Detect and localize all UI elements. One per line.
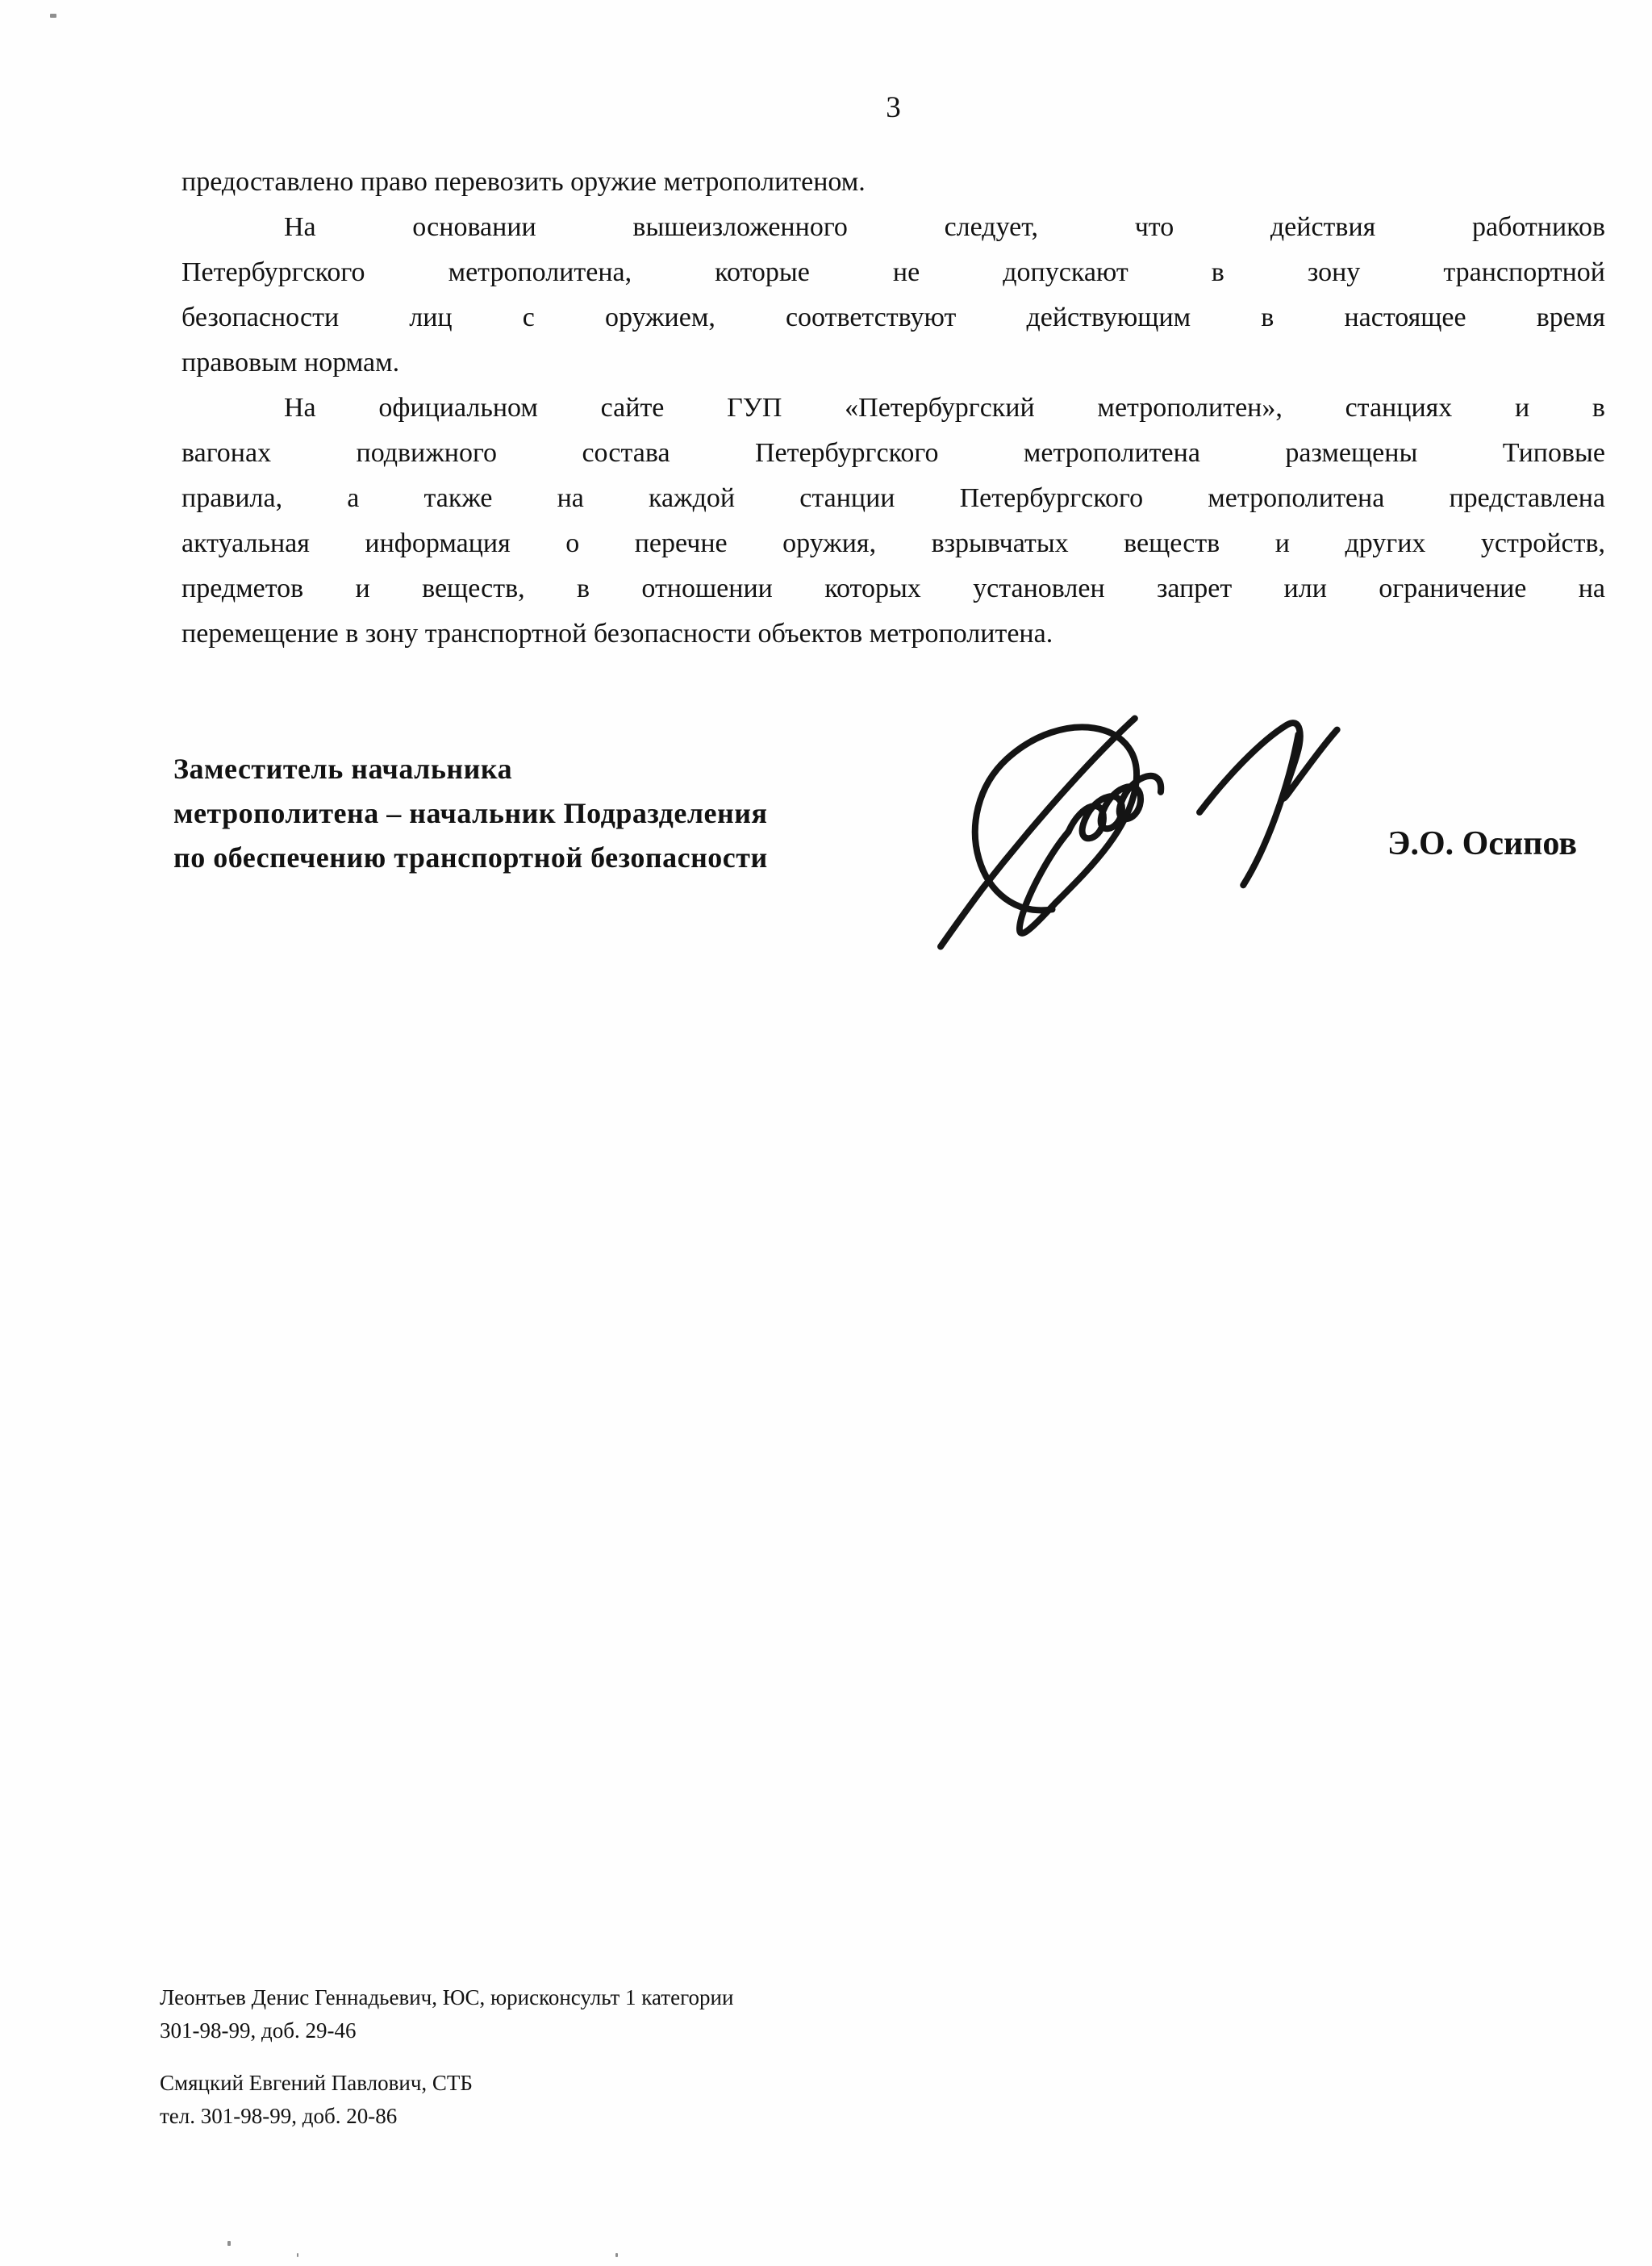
scan-artifact-speck: [227, 2241, 231, 2246]
executor-contact-line: Леонтьев Денис Геннадьевич, ЮС, юрисконсульт 1 категории: [160, 1985, 734, 2009]
executor-contact: [160, 2067, 473, 2133]
body-line: предметов и веществ, в отношении которых установлен запрет или ограничение на: [181, 574, 1605, 603]
signatory-title: [173, 747, 768, 880]
body-line: безопасности лиц с оружием, соответствуют действующим в настоящее время: [181, 303, 1605, 332]
executor-contact-line: тел. 301-98-99, доб. 20-86: [160, 2104, 398, 2128]
body-line: правовым нормам.: [181, 348, 400, 378]
body-line: перемещение в зону транспортной безопасности объектов метрополитена.: [181, 619, 1053, 649]
letter-body: [181, 160, 1605, 657]
signatory-title-line: Заместитель начальника: [173, 753, 513, 785]
scan-artifact-speck: [615, 2253, 618, 2257]
page-number: 3: [886, 91, 901, 124]
body-line: На основании вышеизложенного следует, что действия работников: [284, 212, 1605, 242]
signatory-name: Э.О. Осипов: [1387, 825, 1577, 862]
body-line: предоставлено право перевозить оружие метрополитеном.: [181, 167, 866, 197]
body-line: Петербургского метрополитена, которые не допускают в зону транспортной: [181, 257, 1605, 287]
body-line: актуальная информация о перечне оружия, взрывчатых веществ и других устройств,: [181, 528, 1605, 558]
signatory-title-line: по обеспечению транспортной безопасности: [173, 841, 768, 874]
handwritten-signature-image: [932, 708, 1426, 960]
body-line: На официальном сайте ГУП «Петербургский метрополитен», станциях и в: [284, 393, 1605, 423]
scan-artifact-speck: [50, 14, 56, 18]
body-line: правила, а также на каждой станции Петербургского метрополитена представлена: [181, 483, 1605, 513]
executor-contact-line: Смяцкий Евгений Павлович, СТБ: [160, 2071, 473, 2095]
signatory-title-line: метрополитена – начальник Подразделения: [173, 797, 768, 829]
body-line: вагонах подвижного состава Петербургского метрополитена размещены Типовые: [181, 438, 1605, 468]
executor-contact-line: 301-98-99, доб. 29-46: [160, 2018, 357, 2043]
executor-contact: [160, 1981, 733, 2047]
scan-artifact-speck: [297, 2253, 298, 2257]
